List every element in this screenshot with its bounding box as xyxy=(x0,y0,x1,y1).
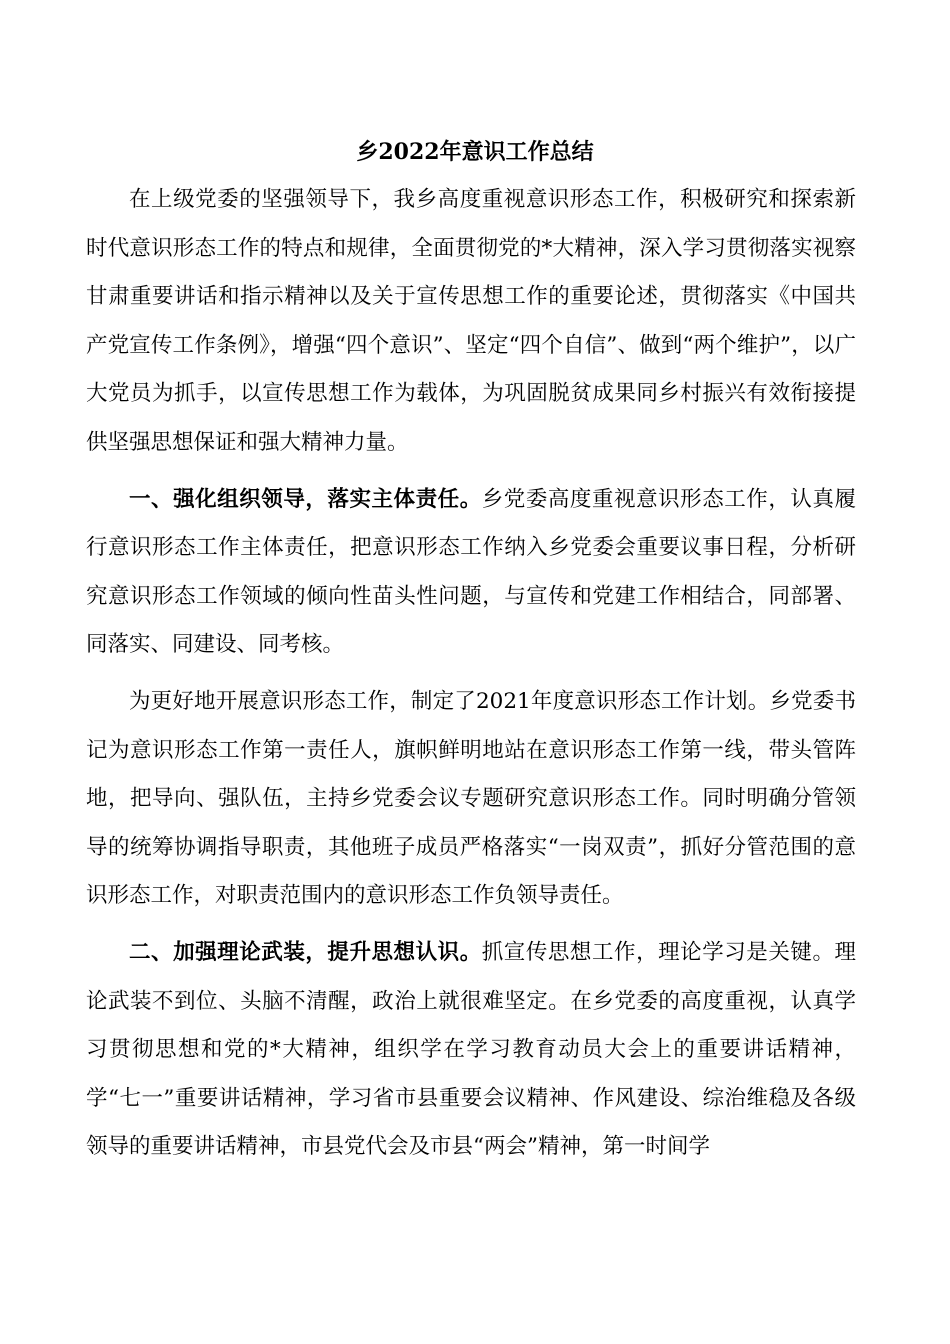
paragraph-intro xyxy=(86,176,856,468)
paragraph-plan xyxy=(86,678,856,921)
section-heading: 二、加强理论武装，提升思想认识。 xyxy=(129,939,482,965)
paragraph-section-2 xyxy=(86,929,856,1172)
paragraph-text: 乡党委高度重视意识形态工作，认真履行意识形态工作主体责任，把意识形态工作纳入乡党委会重要议事日程，分析研究意识形态工作领域的倾向性苗头性问题，与宣传和党建工作相结合，同部署、同落实、同建设、同考核。 xyxy=(86,486,856,658)
document-body xyxy=(86,176,856,1172)
paragraph-text: 在上级党委的坚强领导下，我乡高度重视意识形态工作，积极研究和探索新时代意识形态工作的特点和规律，全面贯彻党的*大精神，深入学习贯彻落实视察甘肃重要讲话和指示精神以及关于宣传思想工作的重要论述，贯彻落实《中国共产党宣传工作条例》，增强“四个意识”、坚定“四个自信”、做到“两个维护”，以广大党员为抓手，以宣传思想工作为载体，为巩固脱贫成果同乡村振兴有效衔接提供坚强思想保证和强大精神力量。 xyxy=(86,187,856,455)
document-title: 乡2022年意识工作总结 xyxy=(356,139,594,165)
paragraph-text: 抓宣传思想工作，理论学习是关键。理论武装不到位、头脑不清醒，政治上就很难坚定。在乡党委的高度重视，认真学习贯彻思想和党的*大精神，组织学在学习教育动员大会上的重要讲话精神，学“七一”重要讲话精神，学习省市县重要会议精神、作风建设、综治维稳及各级领导的重要讲话精神，市县党代会及市县“两会”精神，第一时间学 xyxy=(86,939,856,1160)
paragraph-text: 为更好地开展意识形态工作，制定了2021年度意识形态工作计划。乡党委书记为意识形态工作第一责任人，旗帜鲜明地站在意识形态工作第一线，带头管阵地，把导向、强队伍，主持乡党委会议专题研究意识形态工作。同时明确分管领导的统筹协调指导职责，其他班子成员严格落实“一岗双责”，抓好分管范围的意识形态工作，对职责范围内的意识形态工作负领导责任。 xyxy=(86,688,856,909)
section-heading: 一、强化组织领导，落实主体责任。 xyxy=(129,486,482,512)
paragraph-section-1 xyxy=(86,476,856,670)
